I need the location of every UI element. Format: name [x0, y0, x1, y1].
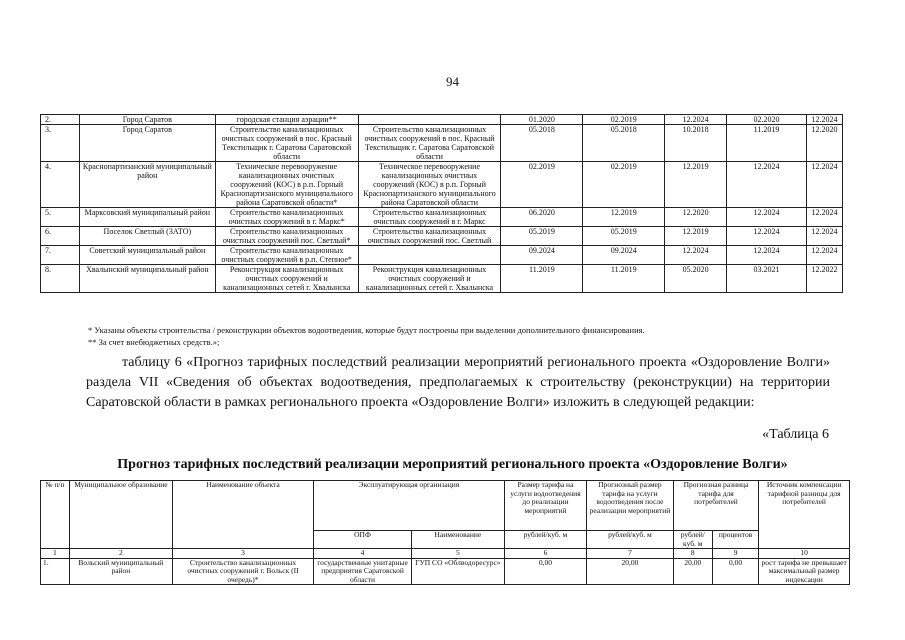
cell-d4: 03.2021 [727, 265, 807, 293]
header-tariff-after: Прогнозный размер тарифа на услуги водоотведения после реализации мероприятий [587, 481, 674, 531]
cell-n: 3. [41, 125, 80, 162]
tariff-table [40, 480, 850, 585]
cell-municipality: Поселок Светлый (ЗАТО) [79, 227, 215, 246]
body-paragraph [86, 353, 830, 413]
cell-d2: 09.2024 [583, 246, 665, 265]
cell-operator: Техническое перевооружение канализационных очистных сооружений (КОС) в р.п. Горный Краснопартизанского муниципального района Саратовской области [358, 162, 501, 208]
cell-object: Строительство канализационных очистных сооружений в р.п. Степное* [215, 246, 358, 265]
cell-d4: 12.2024 [727, 208, 807, 227]
cell-d1: 11.2019 [501, 265, 583, 293]
cell-d2: 05.2018 [583, 125, 665, 162]
cell-d4: 02.2020 [727, 115, 807, 125]
header-operator: Эксплуатирующая организация [314, 481, 505, 531]
cell-d5: 12.2022 [806, 265, 842, 293]
row-source: рост тарифа не превышает максимальный размер индексации [759, 558, 850, 585]
table-row [41, 208, 843, 227]
row-municipality: Вольский муниципальный район [69, 558, 172, 585]
cell-operator [358, 115, 501, 125]
col-num-9: 9 [712, 549, 758, 559]
cell-d1: 09.2024 [501, 246, 583, 265]
cell-n: 8. [41, 265, 80, 293]
cell-d5: 12.2020 [806, 125, 842, 162]
cell-n: 6. [41, 227, 80, 246]
table-row [41, 558, 850, 585]
cell-n: 2. [41, 115, 80, 125]
col-num-2: 2 [69, 549, 172, 559]
row-diff-pct: 0,00 [712, 558, 758, 585]
header-unit-pct: процентов [712, 531, 758, 549]
cell-d2: 02.2019 [583, 162, 665, 208]
header-municipality: Муниципальное образование [69, 481, 172, 549]
cell-d5: 12.2024 [806, 246, 842, 265]
table-6-label: «Таблица 6 [762, 427, 829, 442]
footnote-1: * Указаны объекты строительства / реконструкции объектов водоотведения, которые будут построены при выделении дополнительного финансирования. [88, 325, 645, 335]
col-num-10: 10 [759, 549, 850, 559]
row-object: Строительство канализационных очистных сооружений г. Вольск (II очередь)* [172, 558, 313, 585]
cell-municipality: Город Саратов [79, 125, 215, 162]
row-n: 1. [41, 558, 70, 585]
cell-d2: 05.2019 [583, 227, 665, 246]
cell-operator [358, 246, 501, 265]
row-before: 0,00 [504, 558, 586, 585]
cell-d1: 06.2020 [501, 208, 583, 227]
cell-d3: 10.2018 [665, 125, 727, 162]
cell-d2: 11.2019 [583, 265, 665, 293]
cell-municipality: Краснопартизанский муниципальный район [79, 162, 215, 208]
cell-operator: Строительство канализационных очистных сооружений в г. Маркс [358, 208, 501, 227]
page-number: 94 [446, 74, 459, 89]
table-row [41, 115, 843, 125]
header-unit-after: рублей/куб. м [587, 531, 674, 549]
header-source: Источник компенсации тарифной разницы для потребителей [759, 481, 850, 549]
cell-object: Строительство канализационных очистных сооружений пос. Светлый* [215, 227, 358, 246]
col-num-1: 1 [41, 549, 70, 559]
cell-operator: Строительство канализационных очистных сооружений пос. Светлый [358, 227, 501, 246]
cell-municipality: Марксовский муниципальный район [79, 208, 215, 227]
cell-n: 4. [41, 162, 80, 208]
col-num-6: 6 [504, 549, 586, 559]
cell-object: Строительство канализационных очистных сооружений в г. Маркс* [215, 208, 358, 227]
header-opf: ОПФ [314, 531, 412, 549]
objects-table [40, 114, 843, 293]
cell-d1: 05.2018 [501, 125, 583, 162]
header-object: Наименование объекта [172, 481, 313, 549]
row-opf: государственные унитарные предприятия Саратовской области [314, 558, 412, 585]
paragraph-text: таблицу 6 «Прогноз тарифных последствий реализации мероприятий регионального проекта «Оздоровление Волги» раздела VII «Сведения об объектах водоотведения, предполагаемых к строительству (реконструкции) на территории Саратовской области в рамках регионального проекта «Оздоровление Волги» изложить в следующей редакции: [86, 355, 830, 410]
table-6-title: Прогноз тарифных последствий реализации мероприятий регионального проекта «Оздоровление Волги» [117, 457, 788, 472]
cell-d3: 05.2020 [665, 265, 727, 293]
cell-d3: 12.2019 [665, 227, 727, 246]
cell-d5: 12.2024 [806, 162, 842, 208]
footnote-2: ** За счет внебюджетных средств.»; [88, 337, 220, 347]
header-n: № п/п [41, 481, 70, 549]
cell-d4: 11.2019 [727, 125, 807, 162]
cell-municipality: Хвалынский муниципальный район [79, 265, 215, 293]
cell-municipality: Город Саратов [79, 115, 215, 125]
table-row [41, 162, 843, 208]
cell-d1: 02.2019 [501, 162, 583, 208]
cell-object: Техническое перевооружение канализационных очистных сооружений (КОС) в р.п. Горный Краснопартизанского муниципального района Саратовской области* [215, 162, 358, 208]
cell-operator: Реконструкция канализационных очистных сооружений и канализационных сетей г. Хвалынска [358, 265, 501, 293]
cell-operator: Строительство канализационных очистных сооружений в пос. Красный Текстильщик г. Саратова Саратовской области [358, 125, 501, 162]
cell-d2: 02.2019 [583, 115, 665, 125]
cell-d4: 12.2024 [727, 227, 807, 246]
header-tariff-before: Размер тарифа на услуги водоотведения до реализации мероприятий [504, 481, 586, 531]
cell-object: городская станция аэрации** [215, 115, 358, 125]
col-num-3: 3 [172, 549, 313, 559]
col-num-8: 8 [673, 549, 712, 559]
cell-d4: 12.2024 [727, 162, 807, 208]
cell-municipality: Советский муниципальный район [79, 246, 215, 265]
col-num-5: 5 [411, 549, 504, 559]
header-diff: Прогнозная разница тарифа для потребителей [673, 481, 759, 531]
cell-d3: 12.2024 [665, 115, 727, 125]
header-name: Наименование [411, 531, 504, 549]
cell-d5: 12.2024 [806, 208, 842, 227]
cell-d5: 12.2024 [806, 115, 842, 125]
cell-d4: 12.2024 [727, 246, 807, 265]
header-unit-before: рублей/куб. м [504, 531, 586, 549]
table-row [41, 227, 843, 246]
cell-d3: 12.2020 [665, 208, 727, 227]
cell-d2: 12.2019 [583, 208, 665, 227]
header-unit-diff: рублей/ куб. м [673, 531, 712, 549]
row-diff-rub: 20,00 [673, 558, 712, 585]
cell-d1: 01.2020 [501, 115, 583, 125]
cell-object: Реконструкция канализационных очистных сооружений и канализационных сетей г. Хвалынска [215, 265, 358, 293]
cell-d3: 12.2024 [665, 246, 727, 265]
cell-d3: 12.2019 [665, 162, 727, 208]
row-name: ГУП СО «Облводоресурс» [411, 558, 504, 585]
table-row [41, 125, 843, 162]
table-row [41, 246, 843, 265]
cell-d1: 05.2019 [501, 227, 583, 246]
col-num-7: 7 [587, 549, 674, 559]
row-after: 20,00 [587, 558, 674, 585]
cell-n: 7. [41, 246, 80, 265]
cell-object: Строительство канализационных очистных сооружений в пос. Красный Текстильщик г. Саратова Саратовской области [215, 125, 358, 162]
cell-n: 5. [41, 208, 80, 227]
cell-d5: 12.2024 [806, 227, 842, 246]
table-row [41, 265, 843, 293]
col-num-4: 4 [314, 549, 412, 559]
